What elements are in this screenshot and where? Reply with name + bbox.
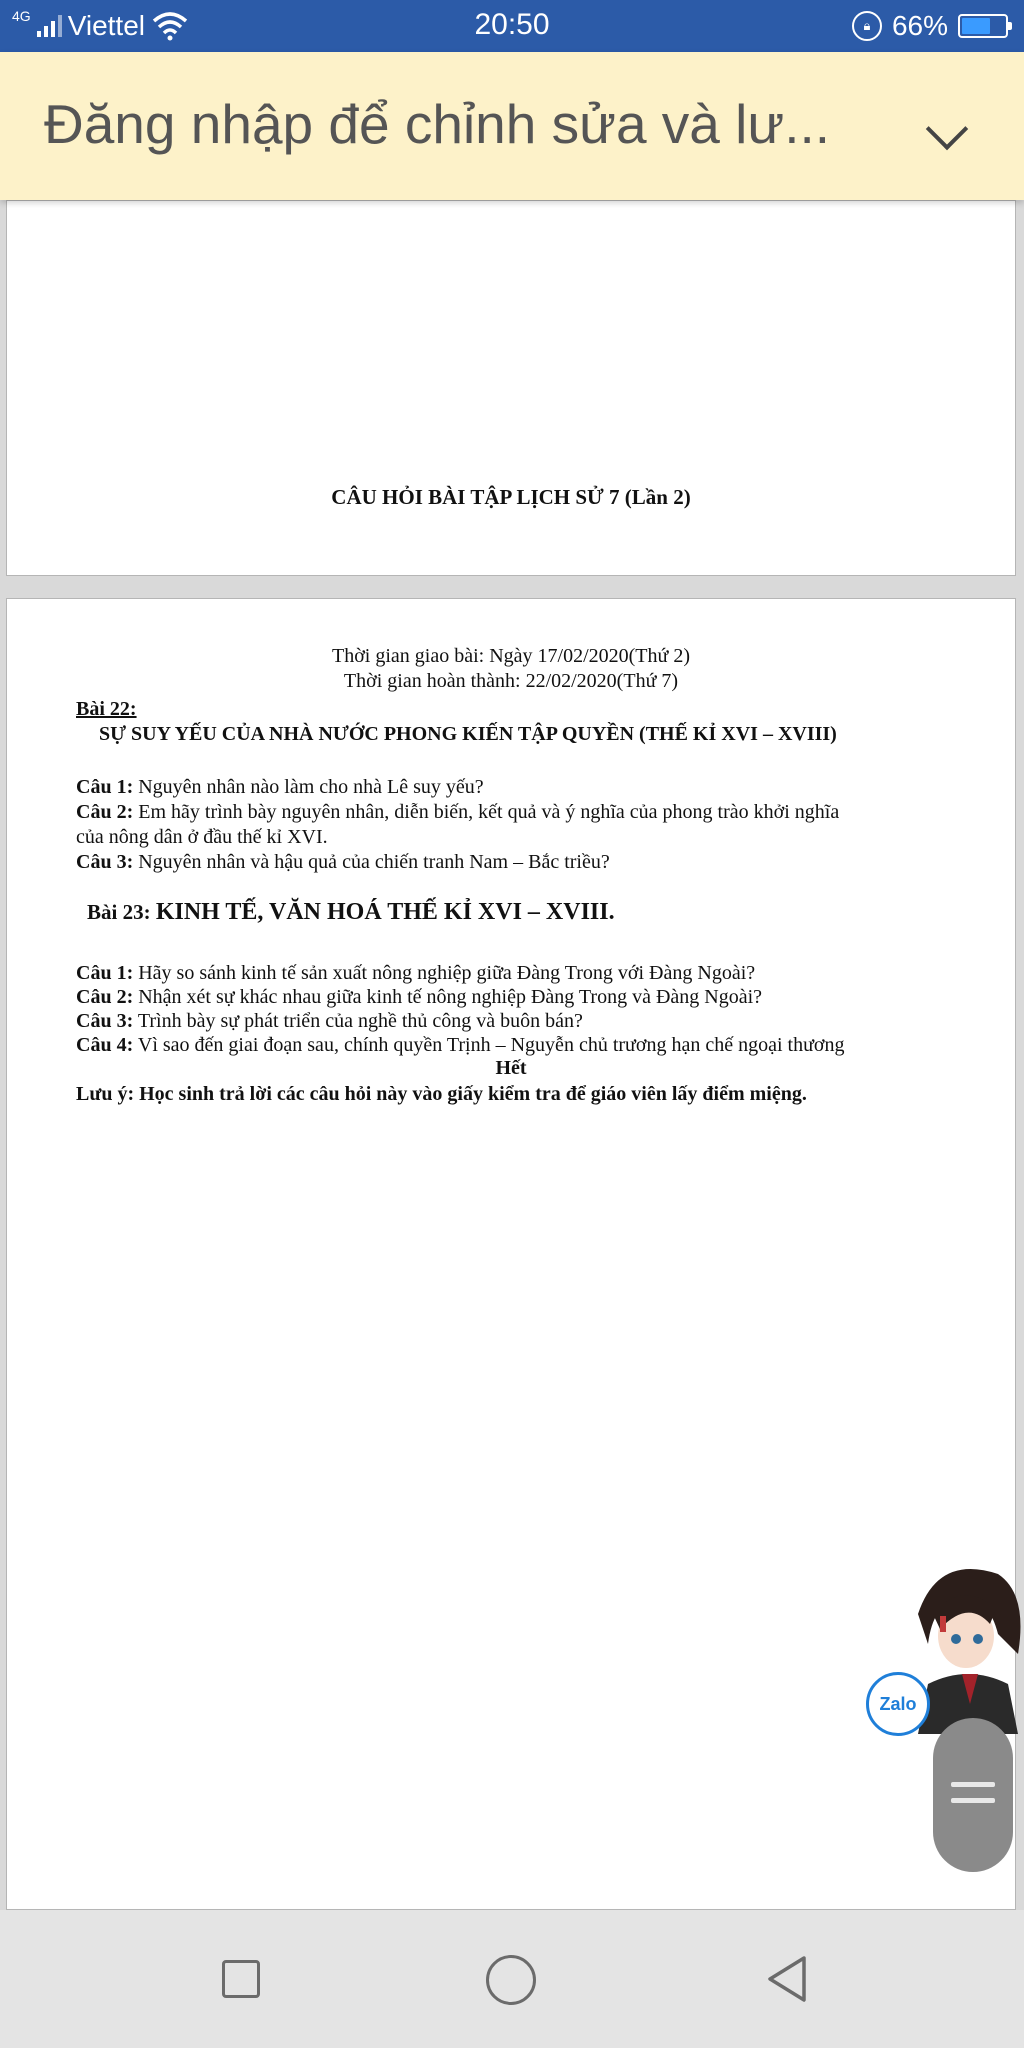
home-icon[interactable] bbox=[486, 1955, 536, 2005]
question-label: Câu 3: bbox=[76, 1010, 134, 1032]
status-bar bbox=[0, 0, 1024, 52]
lesson-23-question-1 bbox=[76, 961, 755, 985]
question-label: Câu 1: bbox=[76, 962, 134, 984]
sign-in-banner[interactable] bbox=[0, 52, 1024, 200]
grip-line-icon bbox=[951, 1798, 995, 1803]
deadline-date: Thời gian hoàn thành: 22/02/2020(Thứ 7) bbox=[343, 670, 679, 692]
question-text: Nguyên nhân và hậu quả của chiến tranh Nam – Bắc triều? bbox=[133, 851, 610, 873]
end-marker: Hết bbox=[495, 1057, 527, 1079]
question-label: Câu 3: bbox=[76, 851, 134, 873]
scroll-handle[interactable] bbox=[933, 1718, 1013, 1872]
sign-in-banner-text[interactable]: Đăng nhập để chỉnh sửa và lư... bbox=[44, 93, 831, 155]
lesson-22-question-1 bbox=[76, 775, 484, 799]
question-text: của nông dân ở đầu thế kỉ XVI. bbox=[76, 826, 328, 848]
question-label: Câu 4: bbox=[76, 1034, 134, 1056]
recent-apps-icon[interactable] bbox=[222, 1960, 260, 1998]
carrier-name: Viettel bbox=[67, 10, 146, 41]
lesson-23-heading bbox=[87, 899, 615, 926]
clock: 20:50 bbox=[474, 8, 550, 41]
zalo-button[interactable]: Zalo bbox=[866, 1672, 930, 1736]
battery-level bbox=[962, 18, 990, 34]
note-text: Lưu ý: Học sinh trả lời các câu hỏi này vào giấy kiểm tra để giáo viên lấy điểm miệng. bbox=[76, 1083, 807, 1105]
status-right bbox=[852, 8, 1008, 44]
lesson-22-label: Bài 22: bbox=[76, 698, 137, 720]
assigned-date: Thời gian giao bài: Ngày 17/02/2020(Thứ 2) bbox=[331, 645, 691, 667]
question-text: Em hãy trình bày nguyên nhân, diễn biến, kết quả và ý nghĩa của phong trào khởi nghĩa bbox=[133, 801, 840, 823]
lesson-23-question-3 bbox=[76, 1009, 583, 1033]
chevron-down-icon[interactable] bbox=[926, 108, 968, 150]
lesson-22-title: SỰ SUY YẾU CỦA NHÀ NƯỚC PHONG KIẾN TẬP QUYỀN (THẾ KỈ XVI – XVIII) bbox=[99, 723, 837, 745]
lesson-23-title: KINH TẾ, VĂN HOÁ THẾ KỈ XVI – XVIII. bbox=[155, 899, 615, 925]
question-label: Câu 1: bbox=[76, 776, 134, 798]
system-nav-bar bbox=[0, 1910, 1024, 2048]
lesson-22-question-2 bbox=[76, 800, 839, 824]
question-text: Nguyên nhân nào làm cho nhà Lê suy yếu? bbox=[133, 776, 484, 798]
question-text: Trình bày sự phát triển của nghề thủ công và buôn bán? bbox=[133, 1010, 583, 1032]
question-text: Vì sao đến giai đoạn sau, chính quyền Trịnh – Nguyễn chủ trương hạn chế ngoại thương bbox=[133, 1034, 845, 1056]
battery-percent: 66% bbox=[891, 10, 948, 41]
question-label: Câu 2: bbox=[76, 986, 134, 1008]
lesson-22-question-2-cont bbox=[76, 825, 328, 849]
back-icon[interactable] bbox=[764, 1954, 808, 2004]
document-page-1 bbox=[6, 200, 1016, 576]
battery-icon bbox=[958, 14, 1008, 38]
lesson-23-label: Bài 23: bbox=[87, 900, 151, 924]
network-type: 4G bbox=[12, 8, 31, 24]
lesson-22-question-3 bbox=[76, 850, 610, 874]
document-page-2 bbox=[6, 598, 1016, 1910]
rotation-lock-icon: 🔒︎ bbox=[852, 11, 882, 41]
grip-line-icon bbox=[951, 1782, 995, 1787]
lesson-23-question-2 bbox=[76, 985, 762, 1009]
question-text: Hãy so sánh kinh tế sản xuất nông nghiệp giữa Đàng Trong với Đàng Ngoài? bbox=[133, 962, 756, 984]
question-label: Câu 2: bbox=[76, 801, 134, 823]
question-text: Nhận xét sự khác nhau giữa kinh tế nông nghiệp Đàng Trong và Đàng Ngoài? bbox=[133, 986, 763, 1008]
document-title: CÂU HỎI BÀI TẬP LỊCH SỬ 7 (Lần 2) bbox=[331, 485, 691, 509]
lesson-23-question-4 bbox=[76, 1033, 844, 1057]
